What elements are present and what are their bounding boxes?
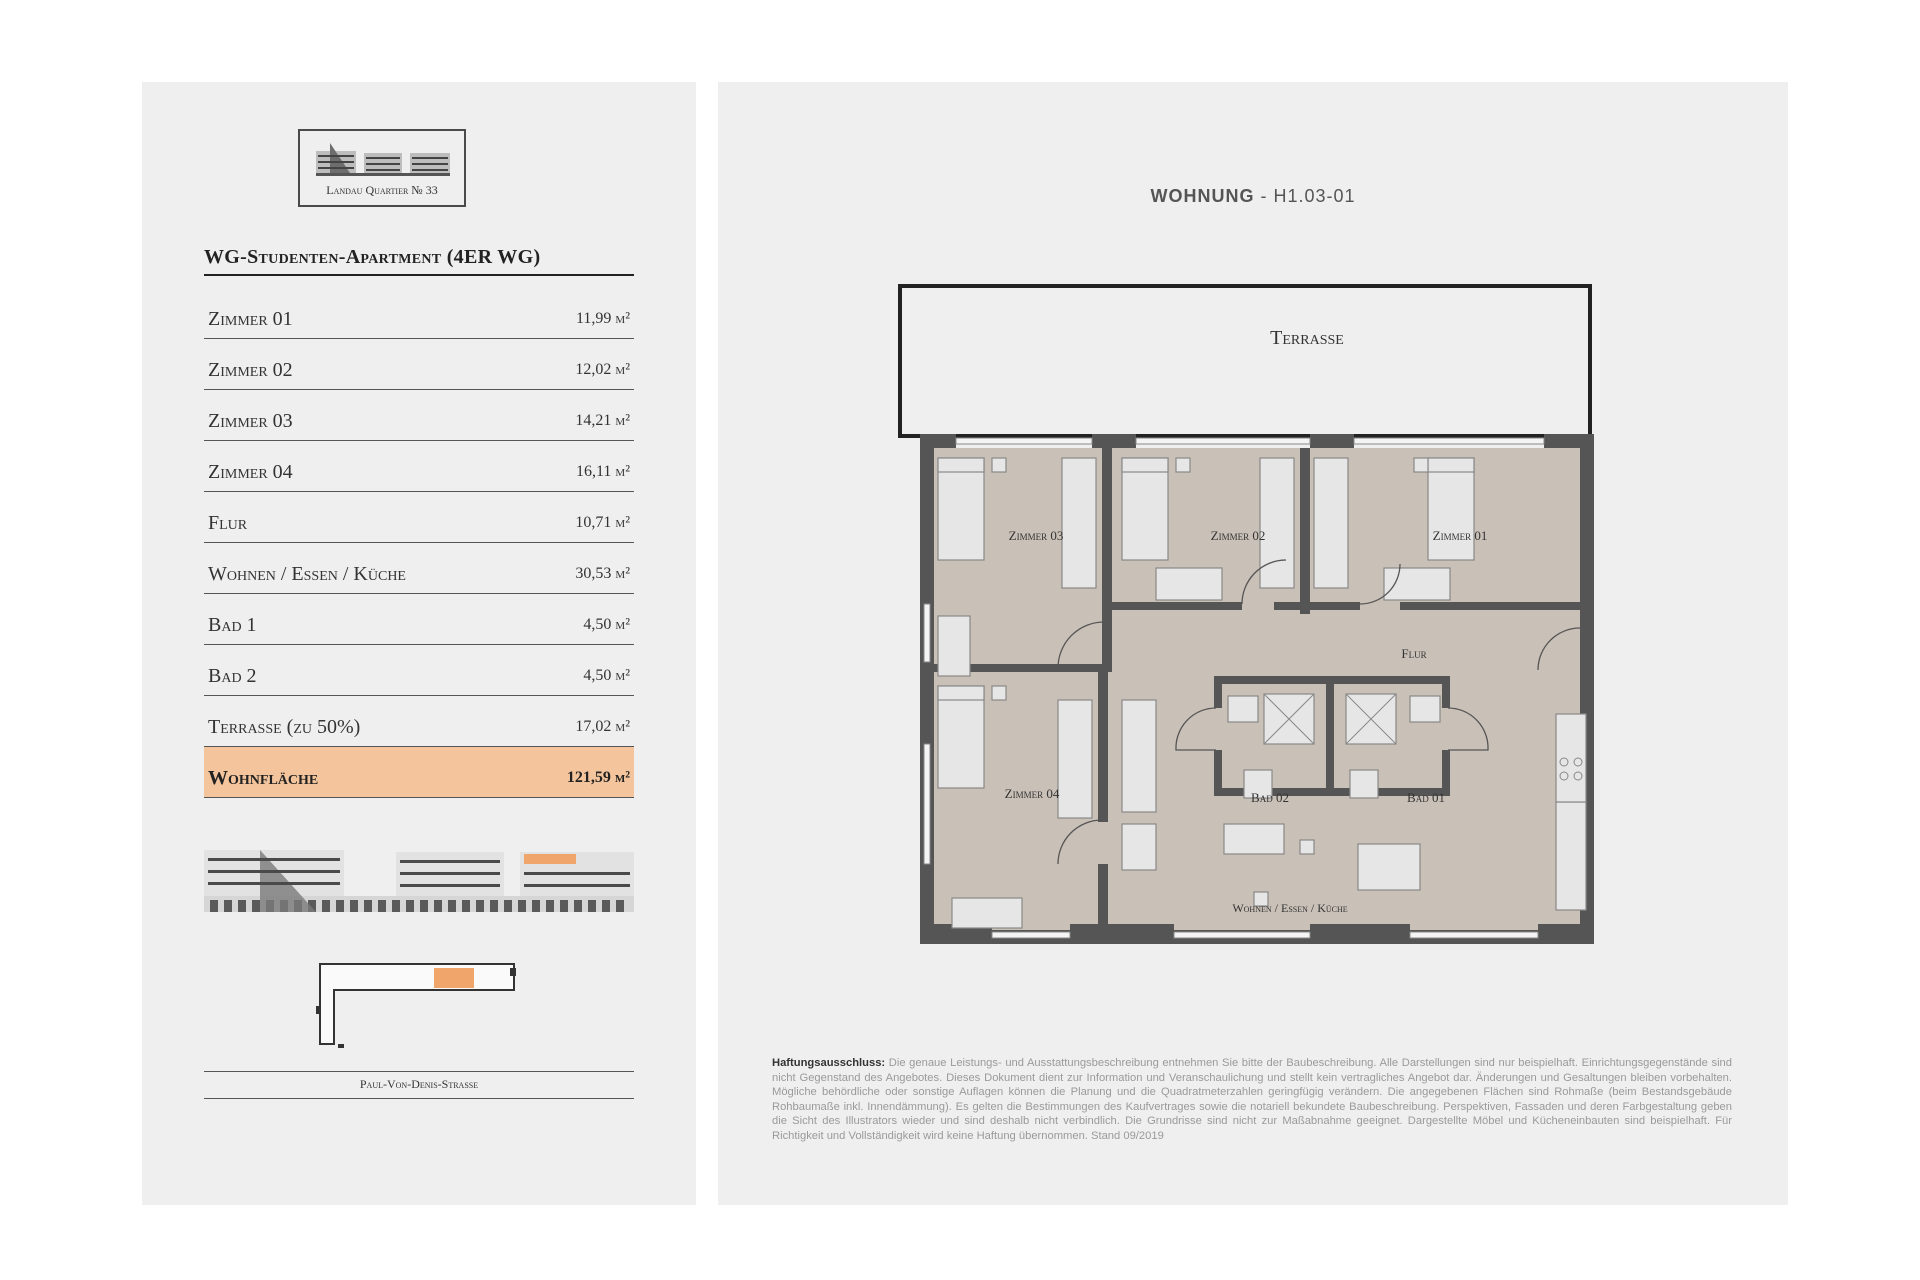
area-value: 10,71 m² [575,514,630,531]
building-logo-icon [316,143,450,177]
street-divider [204,1098,634,1099]
room-label-zimmer-02: Zimmer 02 [1210,528,1266,543]
unit-title [718,186,1788,207]
area-value: 14,21 m² [575,412,630,429]
area-row-bad-2 [204,645,634,696]
street-name: Paul-Von-Denis-Strasse [359,1077,479,1091]
room-label-zimmer-03: Zimmer 03 [1008,528,1064,543]
unit-id: H1.03-01 [1273,186,1356,206]
area-value: 12,02 m² [575,361,630,378]
logo [298,129,466,207]
room-label-flur: Flur [1401,646,1427,661]
area-row-flur [204,492,634,543]
total-label: Wohnfläche [208,767,319,789]
area-row-zimmer-01 [204,288,634,339]
highlighted-unit-site [434,968,474,988]
title-underline [204,274,634,276]
area-label: Zimmer 04 [208,461,293,483]
disclaimer-heading: Haftungsausschluss: [772,1057,886,1069]
area-label: Zimmer 02 [208,359,293,381]
room-label-bad-01: Bad 01 [1407,790,1445,805]
logo-text: Landau Quartier № 33 [326,183,438,197]
area-table [204,288,634,798]
area-label: Wohnen / Essen / Küche [208,563,406,585]
total-value: 121,59 m² [566,769,630,786]
area-row-zimmer-03 [204,390,634,441]
building-elevation-illustration [204,844,634,912]
disclaimer-text: Die genaue Leistungs- und Ausstattungsbeschreibung entnehmen Sie bitte der Baubeschreibung. Alle Darstellungen sind nur beispielhaft. Einrichtungsgegenstände sind nicht Gegenstand des Angebotes. Dieses Dokument dient zur Information und Veranschaulichung und stellt kein vertragliches Angebot dar. Änderungen und Gesaltungen bleiben vorbehalten. Mögliche behördliche oder sonstige Auflagen können die Planung und die Quadratmeterzahlen geringfügig verändern. Die angegebenen Flächen sind Rohmaße (beim Bestandsgebäude Rohbaumaße inkl. Innendämmung). Es gelten die Bestimmungen des Kaufvertrages sowie die notariell bekundete Baubeschreibung. Perspektiven, Fassaden und deren Farbgestaltung geben die Sicht des Illustrators wieder und sind deshalb nicht verbindlich. Die Grundrisse sind nicht zur Maßabnahme geeignet. Dargestellte Möbel und Kücheneinbauten sind beispielhaft. Für Richtigkeit und Vollständigkeit wird keine Haftung übernommen. Stand 09/2019 [772,1057,1732,1142]
area-value: 11,99 m² [576,310,630,327]
highlighted-unit [524,854,576,864]
area-value: 17,02 m² [575,718,630,735]
site-plan-illustration [312,958,522,1048]
area-label: Flur [208,512,248,534]
area-label: Bad 1 [208,614,257,636]
disclaimer [772,1056,1732,1144]
area-row-terrasse [204,696,634,747]
room-label-terrasse: Terrasse [1270,327,1344,349]
area-row-zimmer-04 [204,441,634,492]
interior-floor [934,448,1580,934]
area-label: Zimmer 01 [208,308,293,330]
area-row-total [204,747,634,798]
area-label: Bad 2 [208,665,257,687]
area-value: 4,50 m² [583,667,630,684]
room-label-zimmer-04: Zimmer 04 [1004,786,1060,801]
area-value: 4,50 m² [583,616,630,633]
area-value: 16,11 m² [576,463,630,480]
info-panel [142,82,696,1205]
floorplan-drawing [898,284,1598,964]
street-divider [204,1071,634,1072]
room-label-bad-02: Bad 02 [1251,790,1289,805]
area-row-wohnen [204,543,634,594]
area-row-bad-1 [204,594,634,645]
unit-separator: - [1254,186,1274,206]
unit-prefix: WOHNUNG [1150,186,1255,206]
area-label: Terrasse (zu 50%) [208,716,361,738]
floorplan-panel [718,82,1788,1205]
area-label: Zimmer 03 [208,410,293,432]
apartment-title: WG-Studenten-Apartment (4ER WG) [204,246,541,268]
terrace-area [900,286,1590,436]
room-label-zimmer-01: Zimmer 01 [1432,528,1488,543]
room-label-wohnen: Wohnen / Essen / Küche [1232,901,1348,915]
area-row-zimmer-02 [204,339,634,390]
area-value: 30,53 m² [575,565,630,582]
